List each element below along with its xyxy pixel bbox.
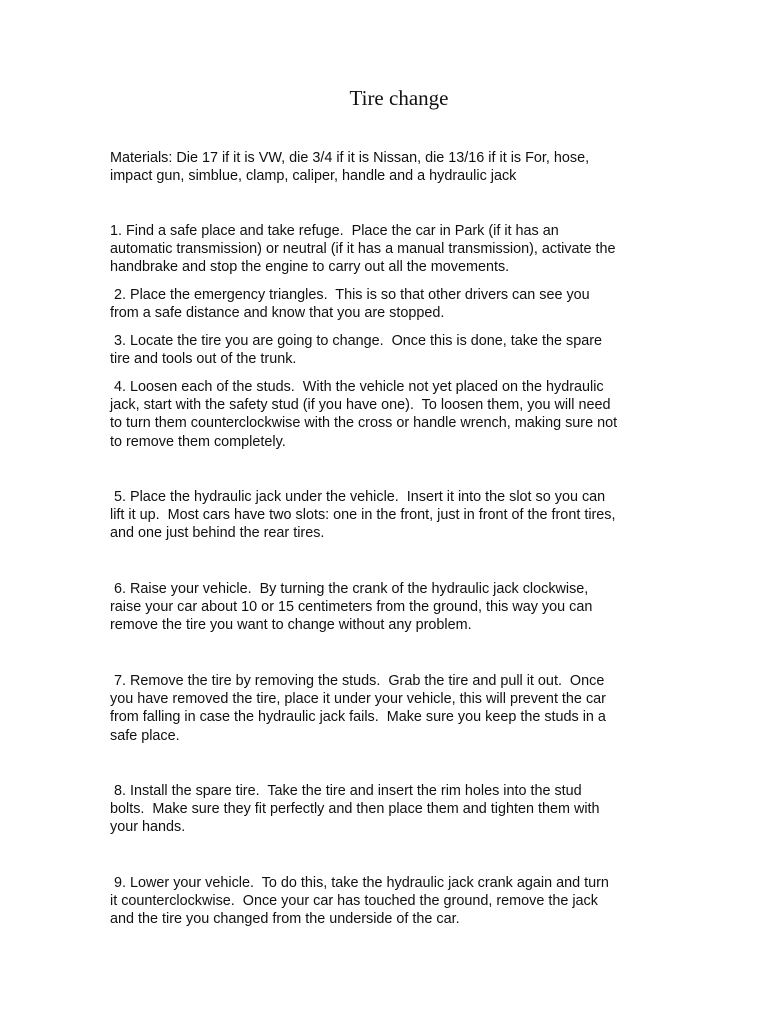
step-7-paragraph: 7. Remove the tire by removing the studs. Grab the tire and pull it out. Once you have removed the tire, place it under your vehicle, this will prevent the car from falling in case the hydraulic jack fails. Make sure you keep the studs in a safe place. [110,673,606,744]
step-3-paragraph: 3. Locate the tire you are going to change. Once this is done, take the spare tire and tools out of the trunk. [110,333,602,368]
step-1-paragraph: 1. Find a safe place and take refuge. Place the car in Park (if it has an automatic transmission) or neutral (if it has a manual transmission), activate the handbrake and stop the engine to carry out all the movements. [110,223,616,276]
step-4-paragraph: 4. Loosen each of the studs. With the vehicle not yet placed on the hydraulic jack, start with the safety stud (if you have one). To loosen them, you will need to turn them counterclockwise with the cross or handle wrench, making sure not to remove them completely. [110,379,618,450]
document-title: Tire change [349,86,449,110]
step-9-paragraph: 9. Lower your vehicle. To do this, take the hydraulic jack crank again and turn it counterclockwise. Once your car has touched the ground, remove the jack and the tire you changed from the underside of the car. [110,875,609,928]
step-8-paragraph: 8. Install the spare tire. Take the tire and insert the rim holes into the stud bolts. Make sure they fit perfectly and then place them and tighten them with your hands. [110,783,600,836]
step-2-paragraph: 2. Place the emergency triangles. This is so that other drivers can see you from a safe distance and know that you are stopped. [110,287,590,322]
materials-paragraph: Materials: Die 17 if it is VW, die 3/4 if it is Nissan, die 13/16 if it is For, hose, impact gun, simblue, clamp, caliper, handle and a hydraulic jack [110,150,590,185]
step-6-paragraph: 6. Raise your vehicle. By turning the crank of the hydraulic jack clockwise, raise your car about 10 or 15 centimeters from the ground, this way you can remove the tire you want to change without any problem. [110,581,593,634]
step-5-paragraph: 5. Place the hydraulic jack under the vehicle. Insert it into the slot so you can lift it up. Most cars have two slots: one in the front, just in front of the front tires, and one just behind the rear tires. [110,489,616,542]
